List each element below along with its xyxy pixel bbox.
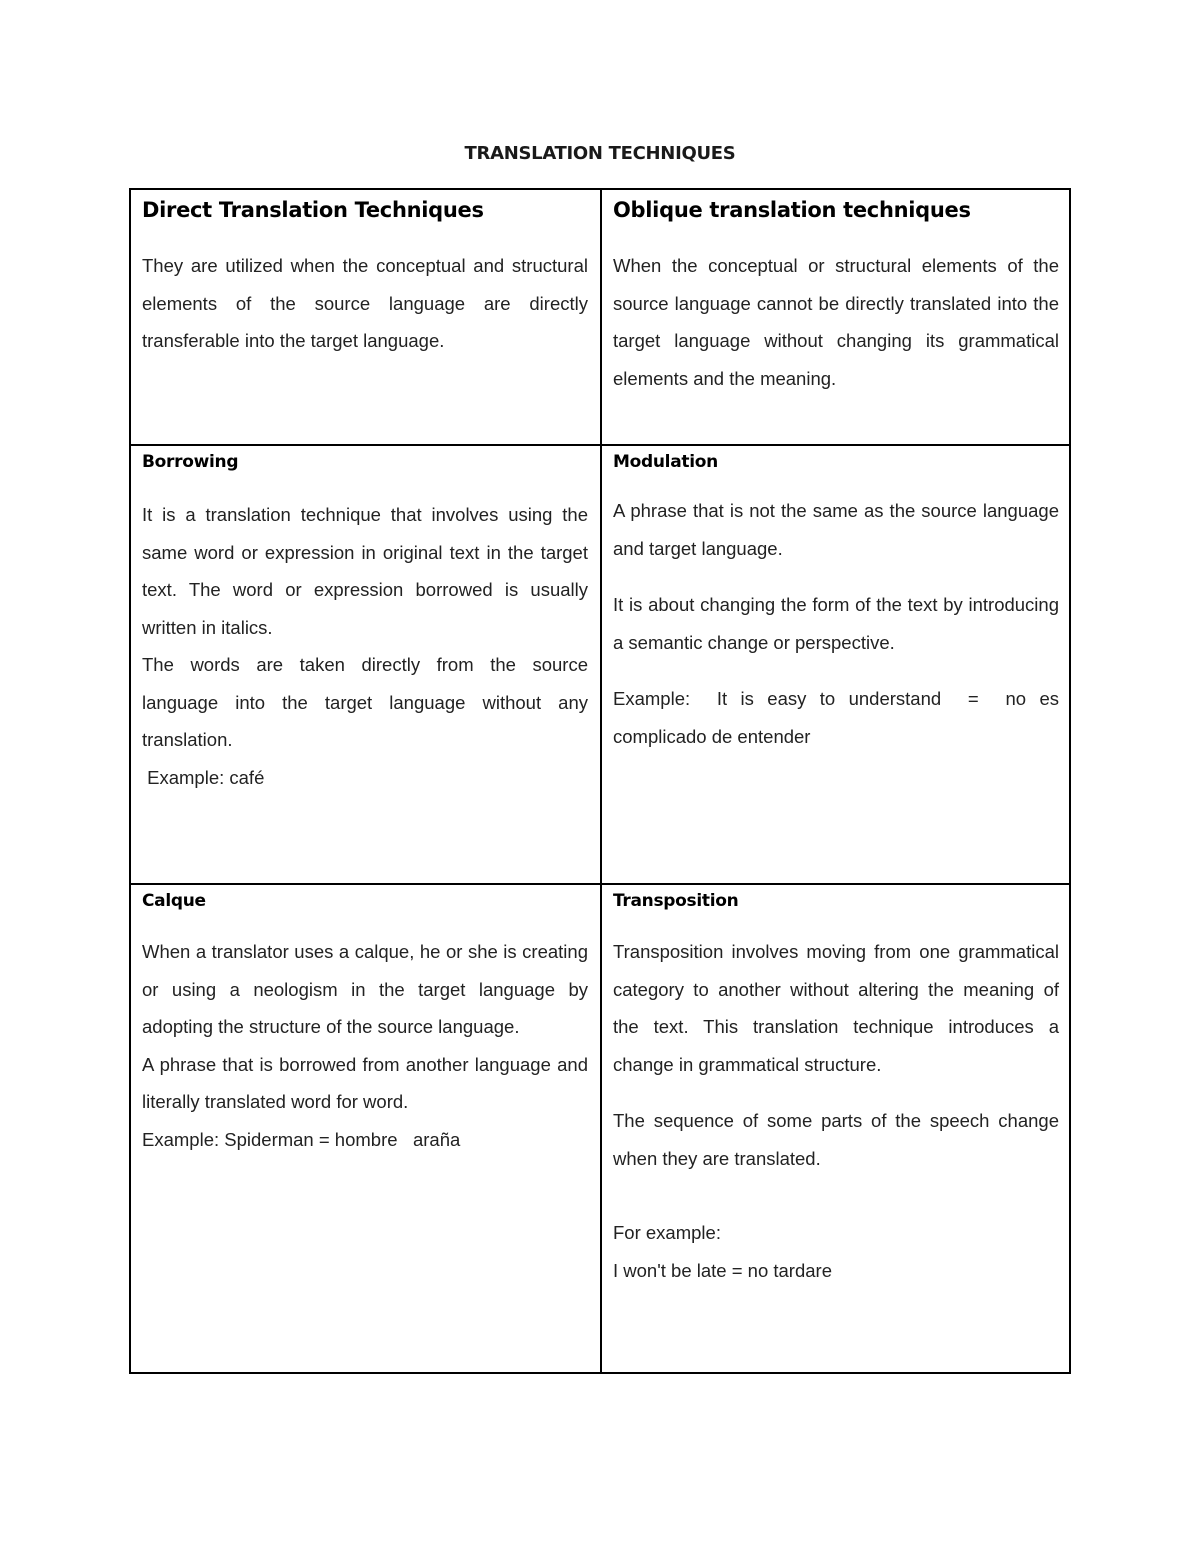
cell-example-label: For example: <box>613 1222 721 1243</box>
cell-example: Example: It is easy to understand = no es complicado de entender <box>613 688 1065 747</box>
cell-heading: Borrowing <box>142 452 239 472</box>
cell-transposition <box>602 885 1071 1372</box>
cell-paragraph: The sequence of some parts of the speech change when they are translated. <box>613 1110 1059 1169</box>
cell-text: They are utilized when the conceptual and structural elements of the source language are directly transferable into the target language. <box>142 255 588 351</box>
cell-heading: Transposition <box>613 891 739 911</box>
cell-calque <box>131 885 602 1372</box>
cell-example: Example: Spiderman = hombre araña <box>142 1128 461 1150</box>
page-title: TRANSLATION TECHNIQUES <box>464 143 736 164</box>
cell-borrowing <box>131 446 602 885</box>
cell-heading: Modulation <box>613 452 718 472</box>
cell-paragraph: Transposition involves moving from one grammatical category to another without altering the meaning of the text. This translation technique introduces a change in grammatical structure. <box>613 941 1059 1075</box>
cell-paragraph: A phrase that is not the same as the source language and target language. <box>613 500 1059 559</box>
cell-example: I won't be late = no tardare <box>613 1259 832 1281</box>
techniques-table <box>129 188 1071 1374</box>
cell-heading: Oblique translation techniques <box>613 198 971 222</box>
cell-paragraph: A phrase that is borrowed from another language and literally translated word for word. <box>142 1053 588 1112</box>
cell-paragraph: It is about changing the form of the text by introducing a semantic change or perspective. <box>613 594 1059 653</box>
cell-heading: Calque <box>142 891 206 911</box>
cell-paragraph: It is a translation technique that involves using the same word or expression in original text in the target text. The word or expression borrowed is usually written in italics. <box>142 504 588 638</box>
cell-modulation <box>602 446 1071 885</box>
cell-text: When the conceptual or structural elements of the source language cannot be directly translated into the target language without changing its grammatical elements and the meaning. <box>613 255 1059 389</box>
cell-paragraph: When a translator uses a calque, he or she is creating or using a neologism in the target language by adopting the structure of the source language. <box>142 941 588 1037</box>
cell-paragraph: The words are taken directly from the source language into the target language without any translation. <box>142 654 588 750</box>
cell-direct-translation <box>131 190 602 446</box>
cell-oblique-translation <box>602 190 1071 446</box>
cell-example: Example: café <box>142 766 265 788</box>
cell-heading: Direct Translation Techniques <box>142 198 484 222</box>
